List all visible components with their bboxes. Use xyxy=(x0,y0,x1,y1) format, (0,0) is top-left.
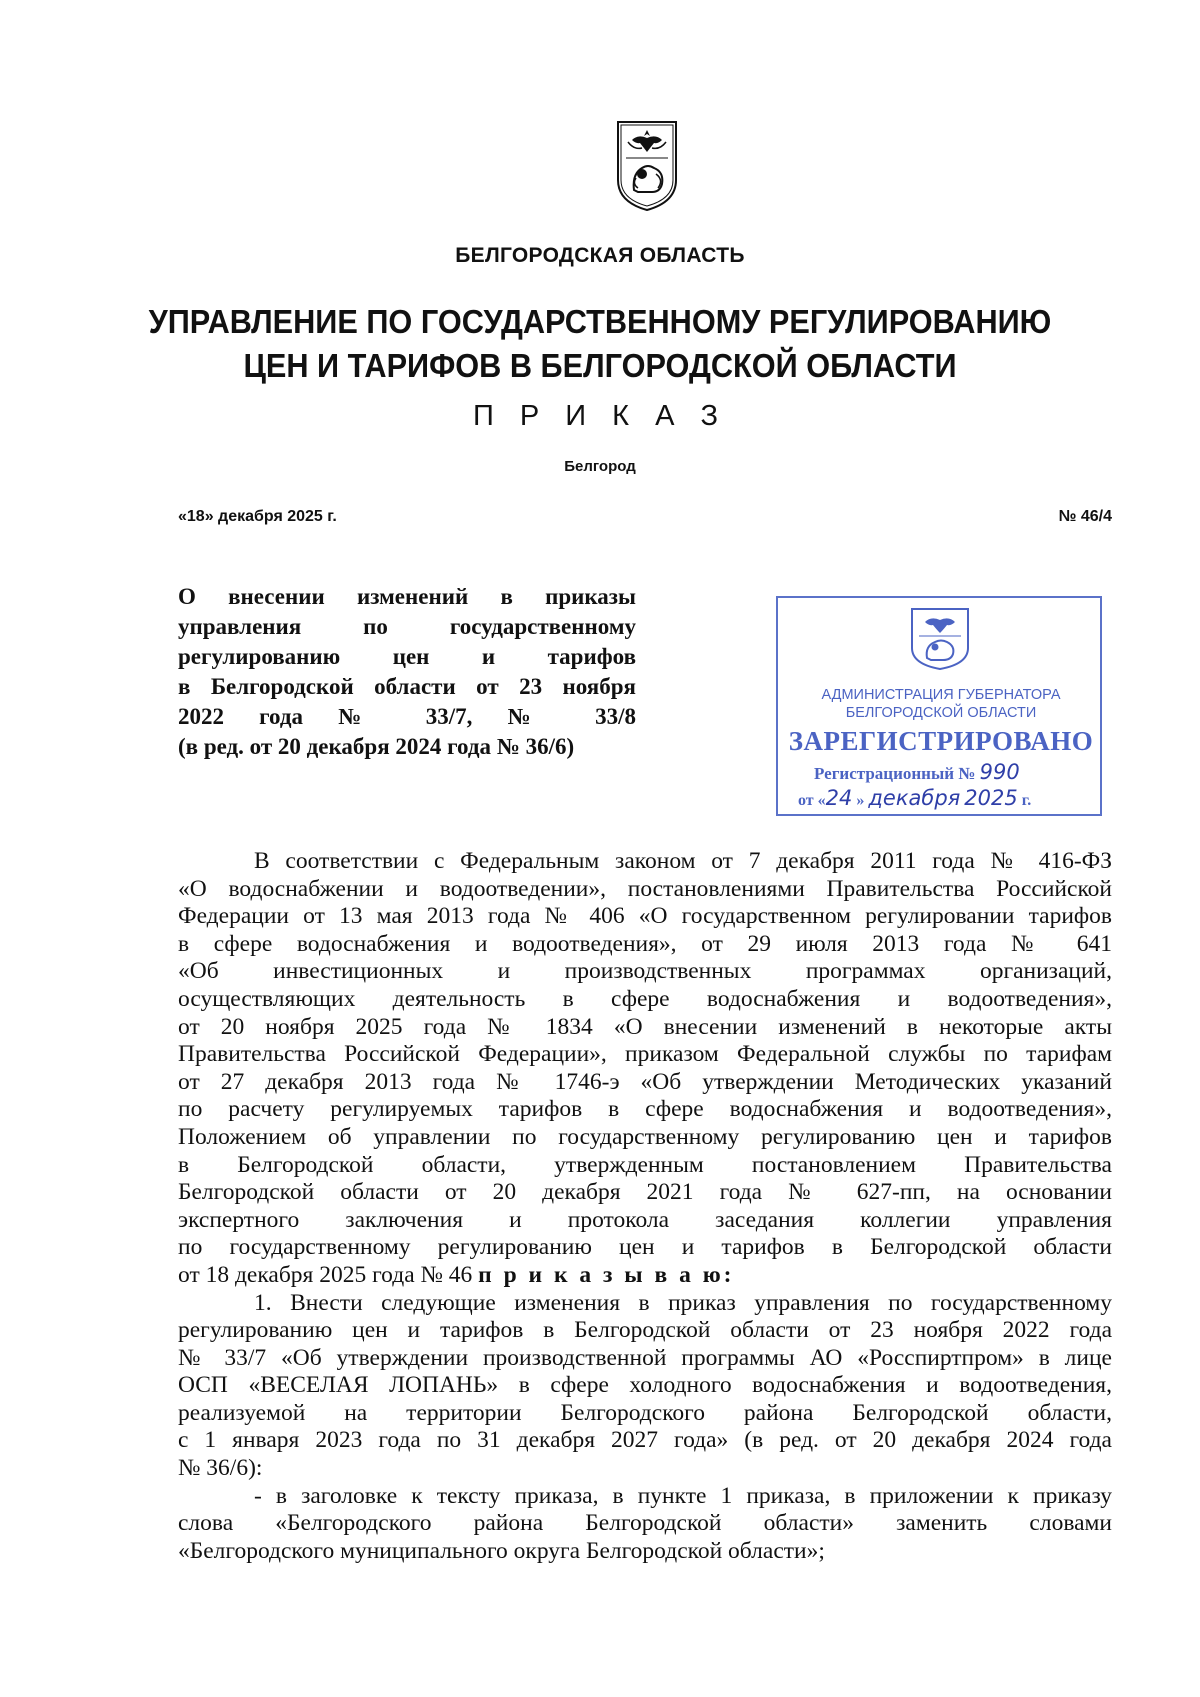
stamp-org-line2: БЕЛГОРОДСКОЙ ОБЛАСТИ xyxy=(845,705,1037,721)
stamp-registered: ЗАРЕГИСТРИРОВАНО xyxy=(788,726,1094,756)
order-word: п р и к а з ы в а ю: xyxy=(478,1261,735,1288)
stamp-date xyxy=(798,786,1031,810)
body-line-text: от 18 декабря 2025 года № 46 xyxy=(178,1261,473,1288)
stamp-organization xyxy=(778,686,1104,722)
body-line: от 20 ноября 2025 года № 1834 «О внесении изменений в некоторые акты xyxy=(178,1013,1112,1040)
body-line: 1. Внести следующие изменения в приказ управления по государственному xyxy=(254,1289,1112,1316)
stamp-month: декабря xyxy=(868,786,961,810)
order-date: «18» декабря 2025 г. xyxy=(178,508,337,525)
stamp-org-line1: АДМИНИСТРАЦИЯ ГУБЕРНАТОРА xyxy=(821,687,1061,703)
body-line: от 27 декабря 2013 года № 1746-э «Об утверждении Методических указаний xyxy=(178,1068,1112,1095)
coat-of-arms-icon xyxy=(614,118,680,214)
body-line: в сфере водоснабжения и водоотведения», от 29 июля 2013 года № 641 xyxy=(178,930,1112,957)
stamp-registration-number xyxy=(814,760,1020,784)
agency-title xyxy=(42,300,1158,388)
agency-title-line2: ЦЕН И ТАРИФОВ В БЕЛГОРОДСКОЙ ОБЛАСТИ xyxy=(243,347,957,384)
stamp-year-suffix: г. xyxy=(1021,792,1032,809)
body-line: «Белгородского муниципального округа Белгородской области»; xyxy=(178,1537,825,1564)
body-line: по государственному регулированию цен и тарифов в Белгородской области xyxy=(178,1234,1112,1261)
body-line: по расчету регулируемых тарифов в сфере водоснабжения и водоотведения», xyxy=(178,1096,1112,1123)
body-line: осуществляющих деятельность в сфере водоснабжения и водоотведения», xyxy=(178,985,1112,1012)
body-line: слова «Белгородского района Белгородской области» заменить словами xyxy=(178,1510,1112,1537)
body-line: экспертного заключения и протокола заседания коллегии управления xyxy=(178,1206,1112,1233)
body-line xyxy=(178,1262,1112,1290)
stamp-day: 24 xyxy=(825,786,853,810)
stamp-reg-number: 990 xyxy=(979,760,1020,784)
city: Белгород xyxy=(564,458,636,475)
document-type: П Р И К А З xyxy=(472,400,728,432)
body-line: Федерации от 13 мая 2013 года № 406 «О государственном регулировании тарифов xyxy=(178,903,1112,930)
order-subject xyxy=(178,582,636,762)
subject-line: О внесении изменений в приказы xyxy=(178,584,636,609)
subject-line: в Белгородской области от 23 ноября xyxy=(178,674,636,699)
body-line: ОСП «ВЕСЕЛАЯ ЛОПАНЬ» в сфере холодного водоснабжения и водоотведения, xyxy=(178,1372,1112,1399)
body-line: «Об инвестиционных и производственных программах организаций, xyxy=(178,958,1112,985)
body-line: Правительства Российской Федерации», приказом Федеральной службы по тарифам xyxy=(178,1041,1112,1068)
stamp-reg-label: Регистрационный № xyxy=(814,764,976,783)
region-title: БЕЛГОРОДСКАЯ ОБЛАСТЬ xyxy=(455,244,745,267)
body-line: - в заголовке к тексту приказа, в пункте 1 приказа, в приложении к приказу xyxy=(254,1482,1112,1509)
subject-line: управления по государственному xyxy=(178,614,636,639)
order-body xyxy=(178,848,1112,1565)
body-line: с 1 января 2023 года по 31 декабря 2027 года» (в ред. от 20 декабря 2024 года xyxy=(178,1427,1112,1454)
body-line: № 36/6): xyxy=(178,1455,263,1482)
subject-line: (в ред. от 20 декабря 2024 года № 36/6) xyxy=(178,734,575,759)
body-line: регулированию цен и тарифов в Белгородской области от 23 ноября 2022 года xyxy=(178,1317,1112,1344)
body-line: реализуемой на территории Белгородского района Белгородской области, xyxy=(178,1399,1112,1426)
registration-stamp xyxy=(776,596,1102,816)
stamp-year: 2025 xyxy=(964,786,1018,810)
order-number: № 46/4 xyxy=(1058,508,1112,525)
body-line: В соответствии с Федеральным законом от 7 декабря 2011 года № 416-ФЗ xyxy=(254,848,1112,874)
body-line: в Белгородской области, утвержденным постановлением Правительства xyxy=(178,1151,1112,1178)
body-line: Белгородской области от 20 декабря 2021 года № 627-пп, на основании xyxy=(178,1179,1112,1206)
stamp-date-mid: » xyxy=(856,792,865,809)
subject-line: 2022 года № 33/7, № 33/8 xyxy=(178,704,636,729)
body-line: Положением об управлении по государственному регулированию цен и тарифов xyxy=(178,1123,1112,1150)
subject-line: регулированию цен и тарифов xyxy=(178,644,636,669)
body-line: № 33/7 «Об утверждении производственной программы АО «Росспиртпром» в лице xyxy=(178,1344,1112,1371)
body-line: «О водоснабжении и водоотведении», постановлениями Правительства Российской xyxy=(178,875,1112,902)
stamp-date-prefix: от « xyxy=(798,792,826,809)
stamp-coat-of-arms-icon xyxy=(909,606,971,672)
agency-title-line1: УПРАВЛЕНИЕ ПО ГОСУДАРСТВЕННОМУ РЕГУЛИРОВАНИЮ xyxy=(148,303,1052,340)
